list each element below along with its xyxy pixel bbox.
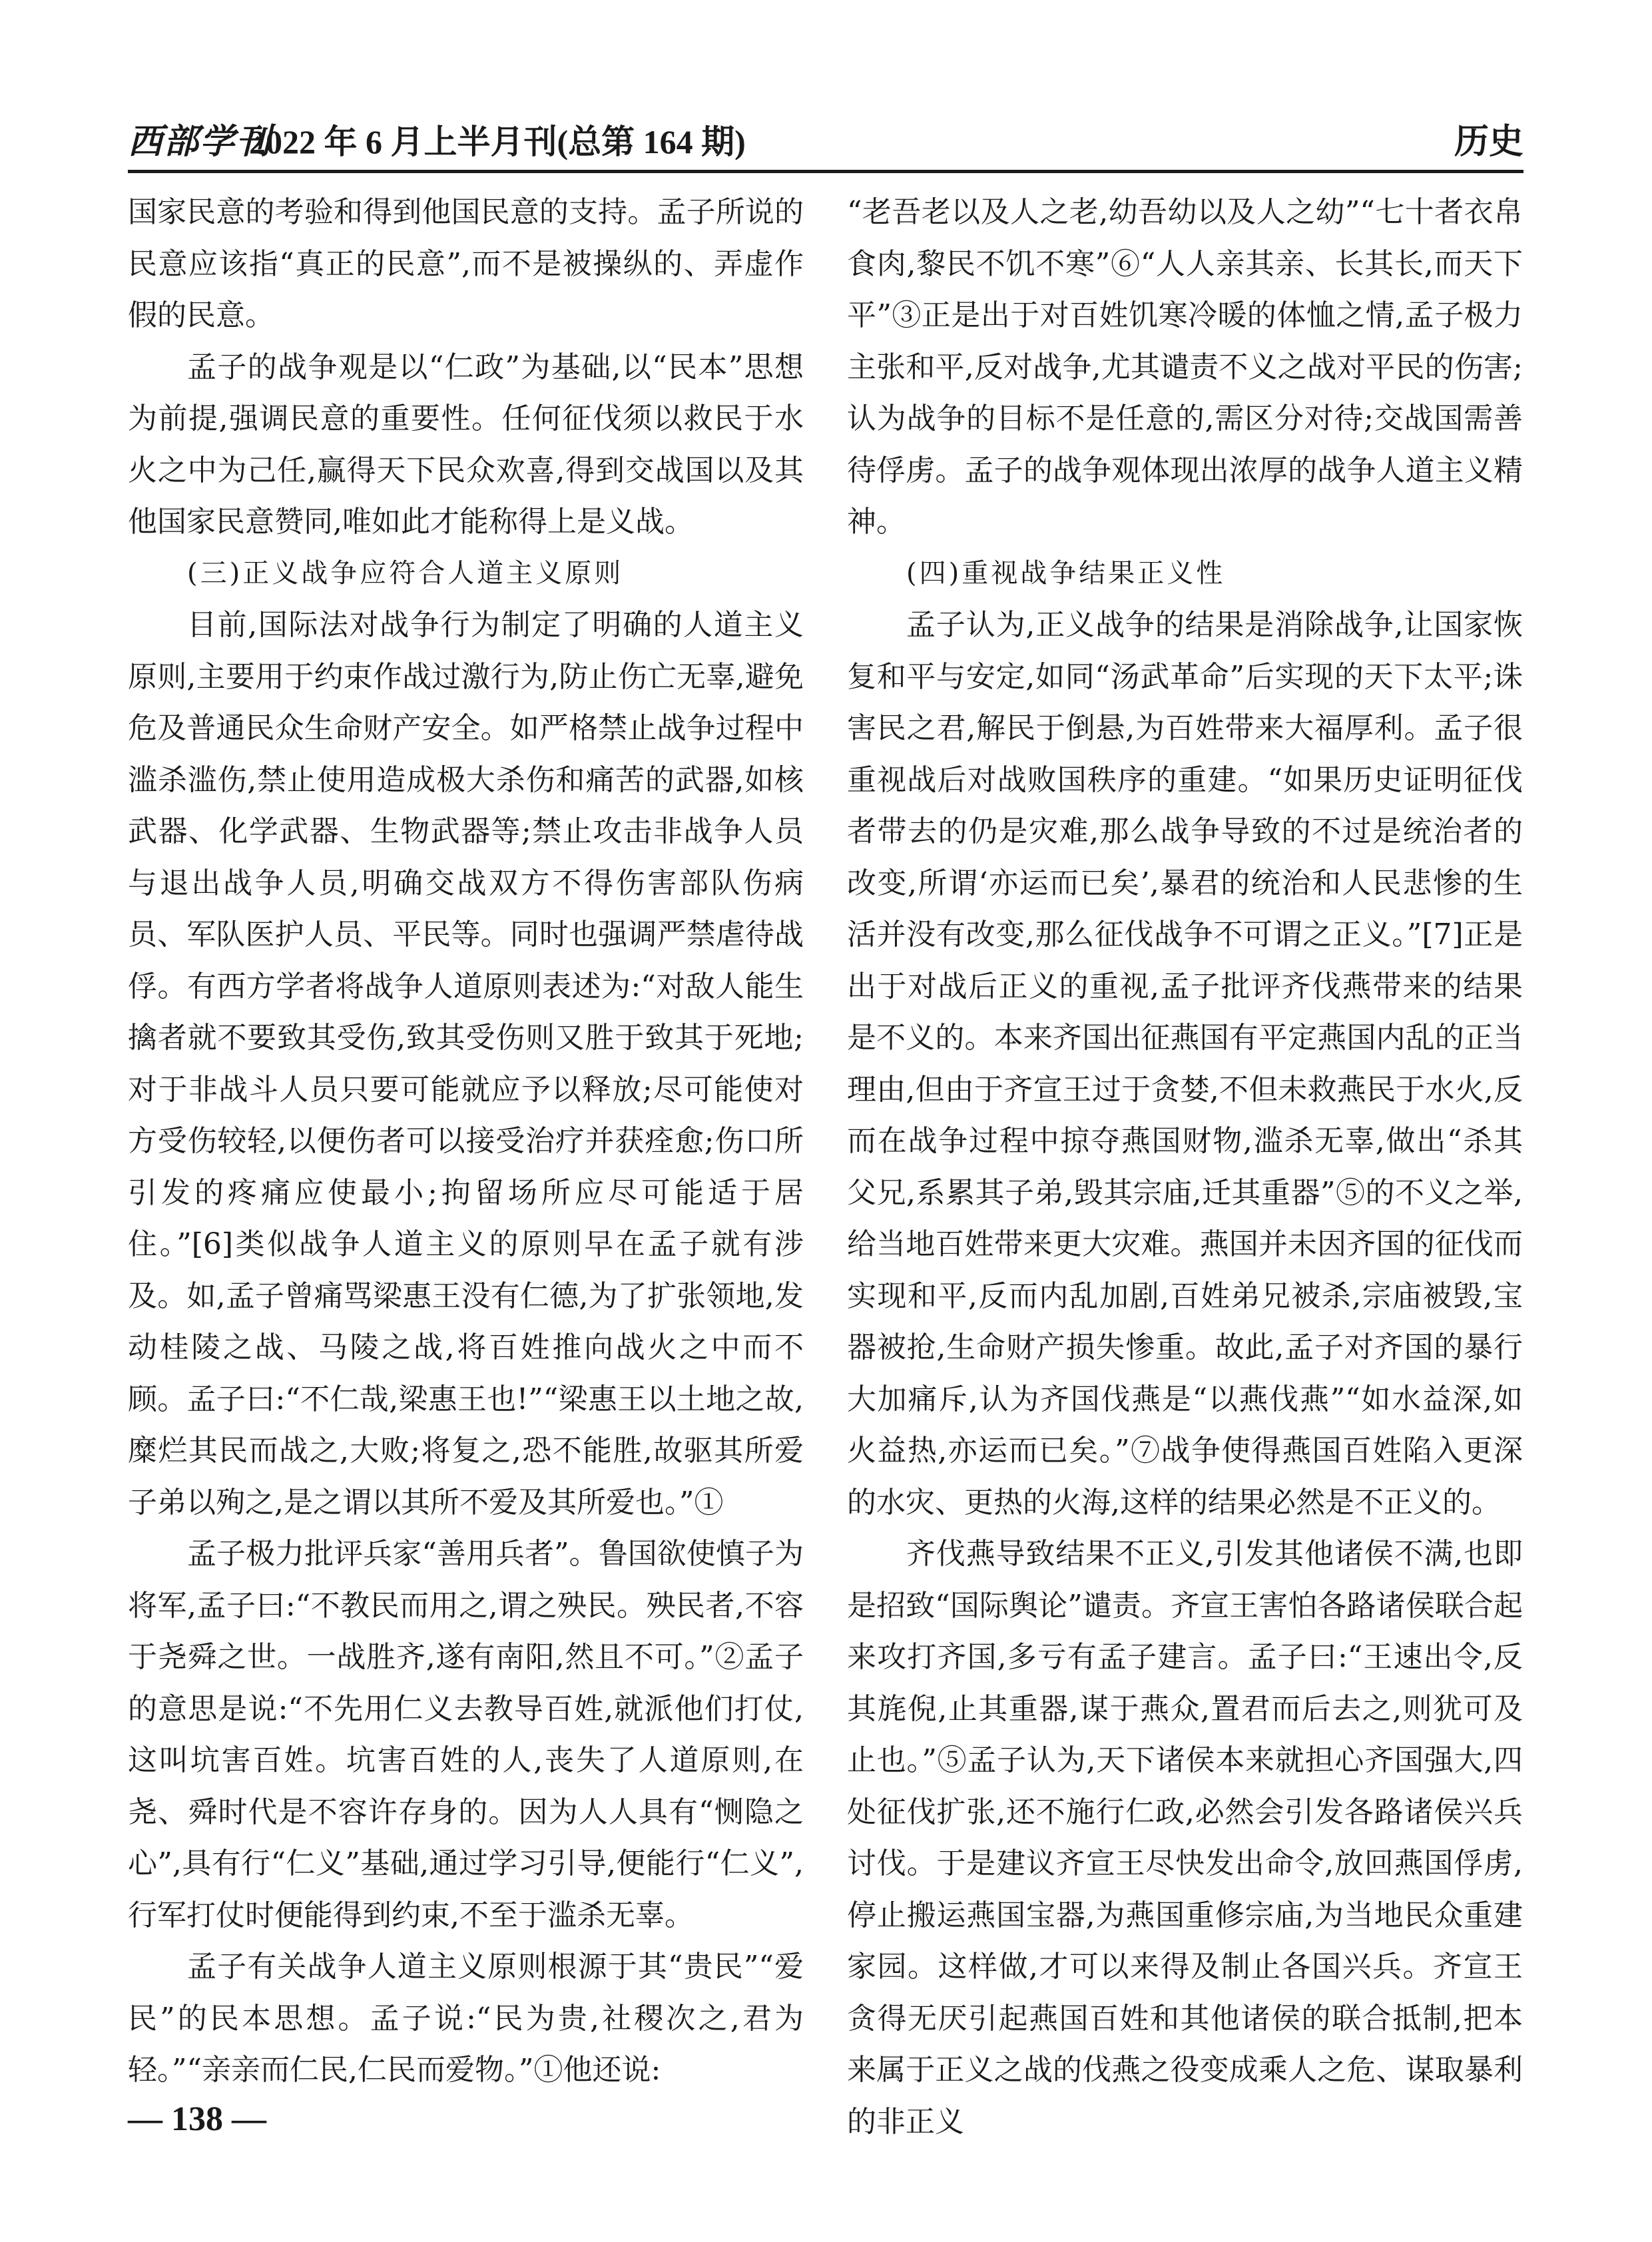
issue-info: 2022 年 6 月上半月刊(总第 164 期) [249,123,746,160]
page-number: — 138 — [128,2100,266,2138]
journal-logo: 西部学刊 [128,121,272,162]
paragraph: 孟子极力批评兵家“善用兵者”。鲁国欲使慎子为将军,孟子曰:“不教民而用之,谓之殃民。殃民者,不容于尧舜之世。一战胜齐,遂有南阳,然且不可。”②孟子的意思是说:“不先用仁义去教导百姓,就派他们打仗,这叫坑害百姓。坑害百姓的人,丧失了人道原则,在尧、舜时代是不容许存身的。因为人人具有“恻隐之心”,具有行“仁义”基础,通过学习引导,便能行“仁义”,行军打仗时便能得到约束,不至于滥杀无辜。 [128,1537,804,1932]
paragraph: 孟子认为,正义战争的结果是消除战争,让国家恢复和平与安定,如同“汤武革命”后实现的天下太平;诛害民之君,解民于倒悬,为百姓带来大福厚利。孟子很重视战后对战败国秩序的重建。“如果历史证明征伐者带去的仍是灾难,那么战争导致的不过是统治者的改变,所谓‘亦运而已矣’,暴君的统治和人民悲惨的生活并没有改变,那么征伐战争不可谓之正义。”[7]正是出于对战后正义的重视,孟子批评齐伐燕带来的结果是不义的。本来齐国出征燕国有平定燕国内乱的正当理由,但由于齐宣王过于贪婪,不但未救燕民于水火,反而在战争过程中掠夺燕国财物,滥杀无辜,做出“杀其父兄,系累其子弟,毁其宗庙,迁其重器”⑤的不义之举,给当地百姓带来更大灾难。燕国并未因齐国的征伐而实现和平,反而内乱加剧,百姓弟兄被杀,宗庙被毁,宝器被抢,生命财产损失惨重。故此,孟子对齐国的暴行大加痛斥,认为齐国伐燕是“以燕伐燕”“如水益深,如火益热,亦运而已矣。”⑦战争使得燕国百姓陷入更深的水灾、更热的火海,这样的结果必然是不正义的。 [847,608,1523,1520]
left-column [128,186,804,2096]
paragraph: 目前,国际法对战争行为制定了明确的人道主义原则,主要用于约束作战过激行为,防止伤亡无辜,避免危及普通民众生命财产安全。如严格禁止战争过程中滥杀滥伤,禁止使用造成极大杀伤和痛苦的武器,如核武器、化学武器、生物武器等;禁止攻击非战争人员与退出战争人员,明确交战双方不得伤害部队伤病员、军队医护人员、平民等。同时也强调严禁虐待战俘。有西方学者将战争人道原则表述为:“对敌人能生擒者就不要致其受伤,致其受伤则又胜于致其于死地;对于非战斗人员只要可能就应予以释放;尽可能使对方受伤较轻,以便伤者可以接受治疗并获痊愈;伤口所引发的疼痛应使最小;拘留场所应尽可能适于居住。”[6]类似战争人道主义的原则早在孟子就有涉及。如,孟子曾痛骂梁惠王没有仁德,为了扩张领地,发动桂陵之战、马陵之战,将百姓推向战火之中而不顾。孟子曰:“不仁哉,梁惠王也!”“梁惠王以土地之故,糜烂其民而战之,大败;将复之,恐不能胜,故驱其所爱子弟以殉之,是之谓以其所不爱及其所爱也。”① [128,608,804,1520]
section-heading: (四)重视战争结果正义性 [906,557,1226,589]
section-name: 历史 [1454,122,1523,162]
right-column [847,186,1523,2147]
header-rule [128,170,1523,173]
paragraph: 孟子的战争观是以“仁政”为基础,以“民本”思想为前提,强调民意的重要性。任何征伐须以救民于水火之中为己任,赢得天下民众欢喜,得到交战国以及其他国家民意赞同,唯如此才能称得上是义战。 [128,350,804,539]
paragraph: 齐伐燕导致结果不正义,引发其他诸侯不满,也即是招致“国际舆论”谴责。齐宣王害怕各路诸侯联合起来攻打齐国,多亏有孟子建言。孟子曰:“王速出令,反其旄倪,止其重器,谋于燕众,置君而后去之,则犹可及止也。”⑤孟子认为,天下诸侯本来就担心齐国强大,四处征伐扩张,还不施行仁政,必然会引发各路诸侯兴兵讨伐。于是建议齐宣王尽快发出命令,放回燕国俘虏,停止搬运燕国宝器,为燕国重修宗庙,为当地民众重建家园。这样做,才可以来得及制止各国兴兵。齐宣王贪得无厌引起燕国百姓和其他诸侯的联合抵制,把本来属于正义之战的伐燕之役变成乘人之危、谋取暴利的非正义 [847,1537,1523,2139]
running-header [128,112,1523,173]
paragraph: 国家民意的考验和得到他国民意的支持。孟子所说的民意应该指“真正的民意”,而不是被操纵的、弄虚作假的民意。 [128,195,804,332]
paragraph: “老吾老以及人之老,幼吾幼以及人之幼”“七十者衣帛食肉,黎民不饥不寒”⑥“人人亲其亲、长其长,而天下平”③正是出于对百姓饥寒冷暖的体恤之情,孟子极力主张和平,反对战争,尤其谴责不义之战对平民的伤害;认为战争的目标不是任意的,需区分对待;交战国需善待俘虏。孟子的战争观体现出浓厚的战争人道主义精神。 [847,195,1523,539]
section-heading: (三)正义战争应符合人道主义原则 [187,557,624,589]
paragraph: 孟子有关战争人道主义原则根源于其“贵民”“爱民”的民本思想。孟子说:“民为贵,社稷次之,君为轻。”“亲亲而仁民,仁民而爱物。”①他还说: [128,1950,804,2087]
